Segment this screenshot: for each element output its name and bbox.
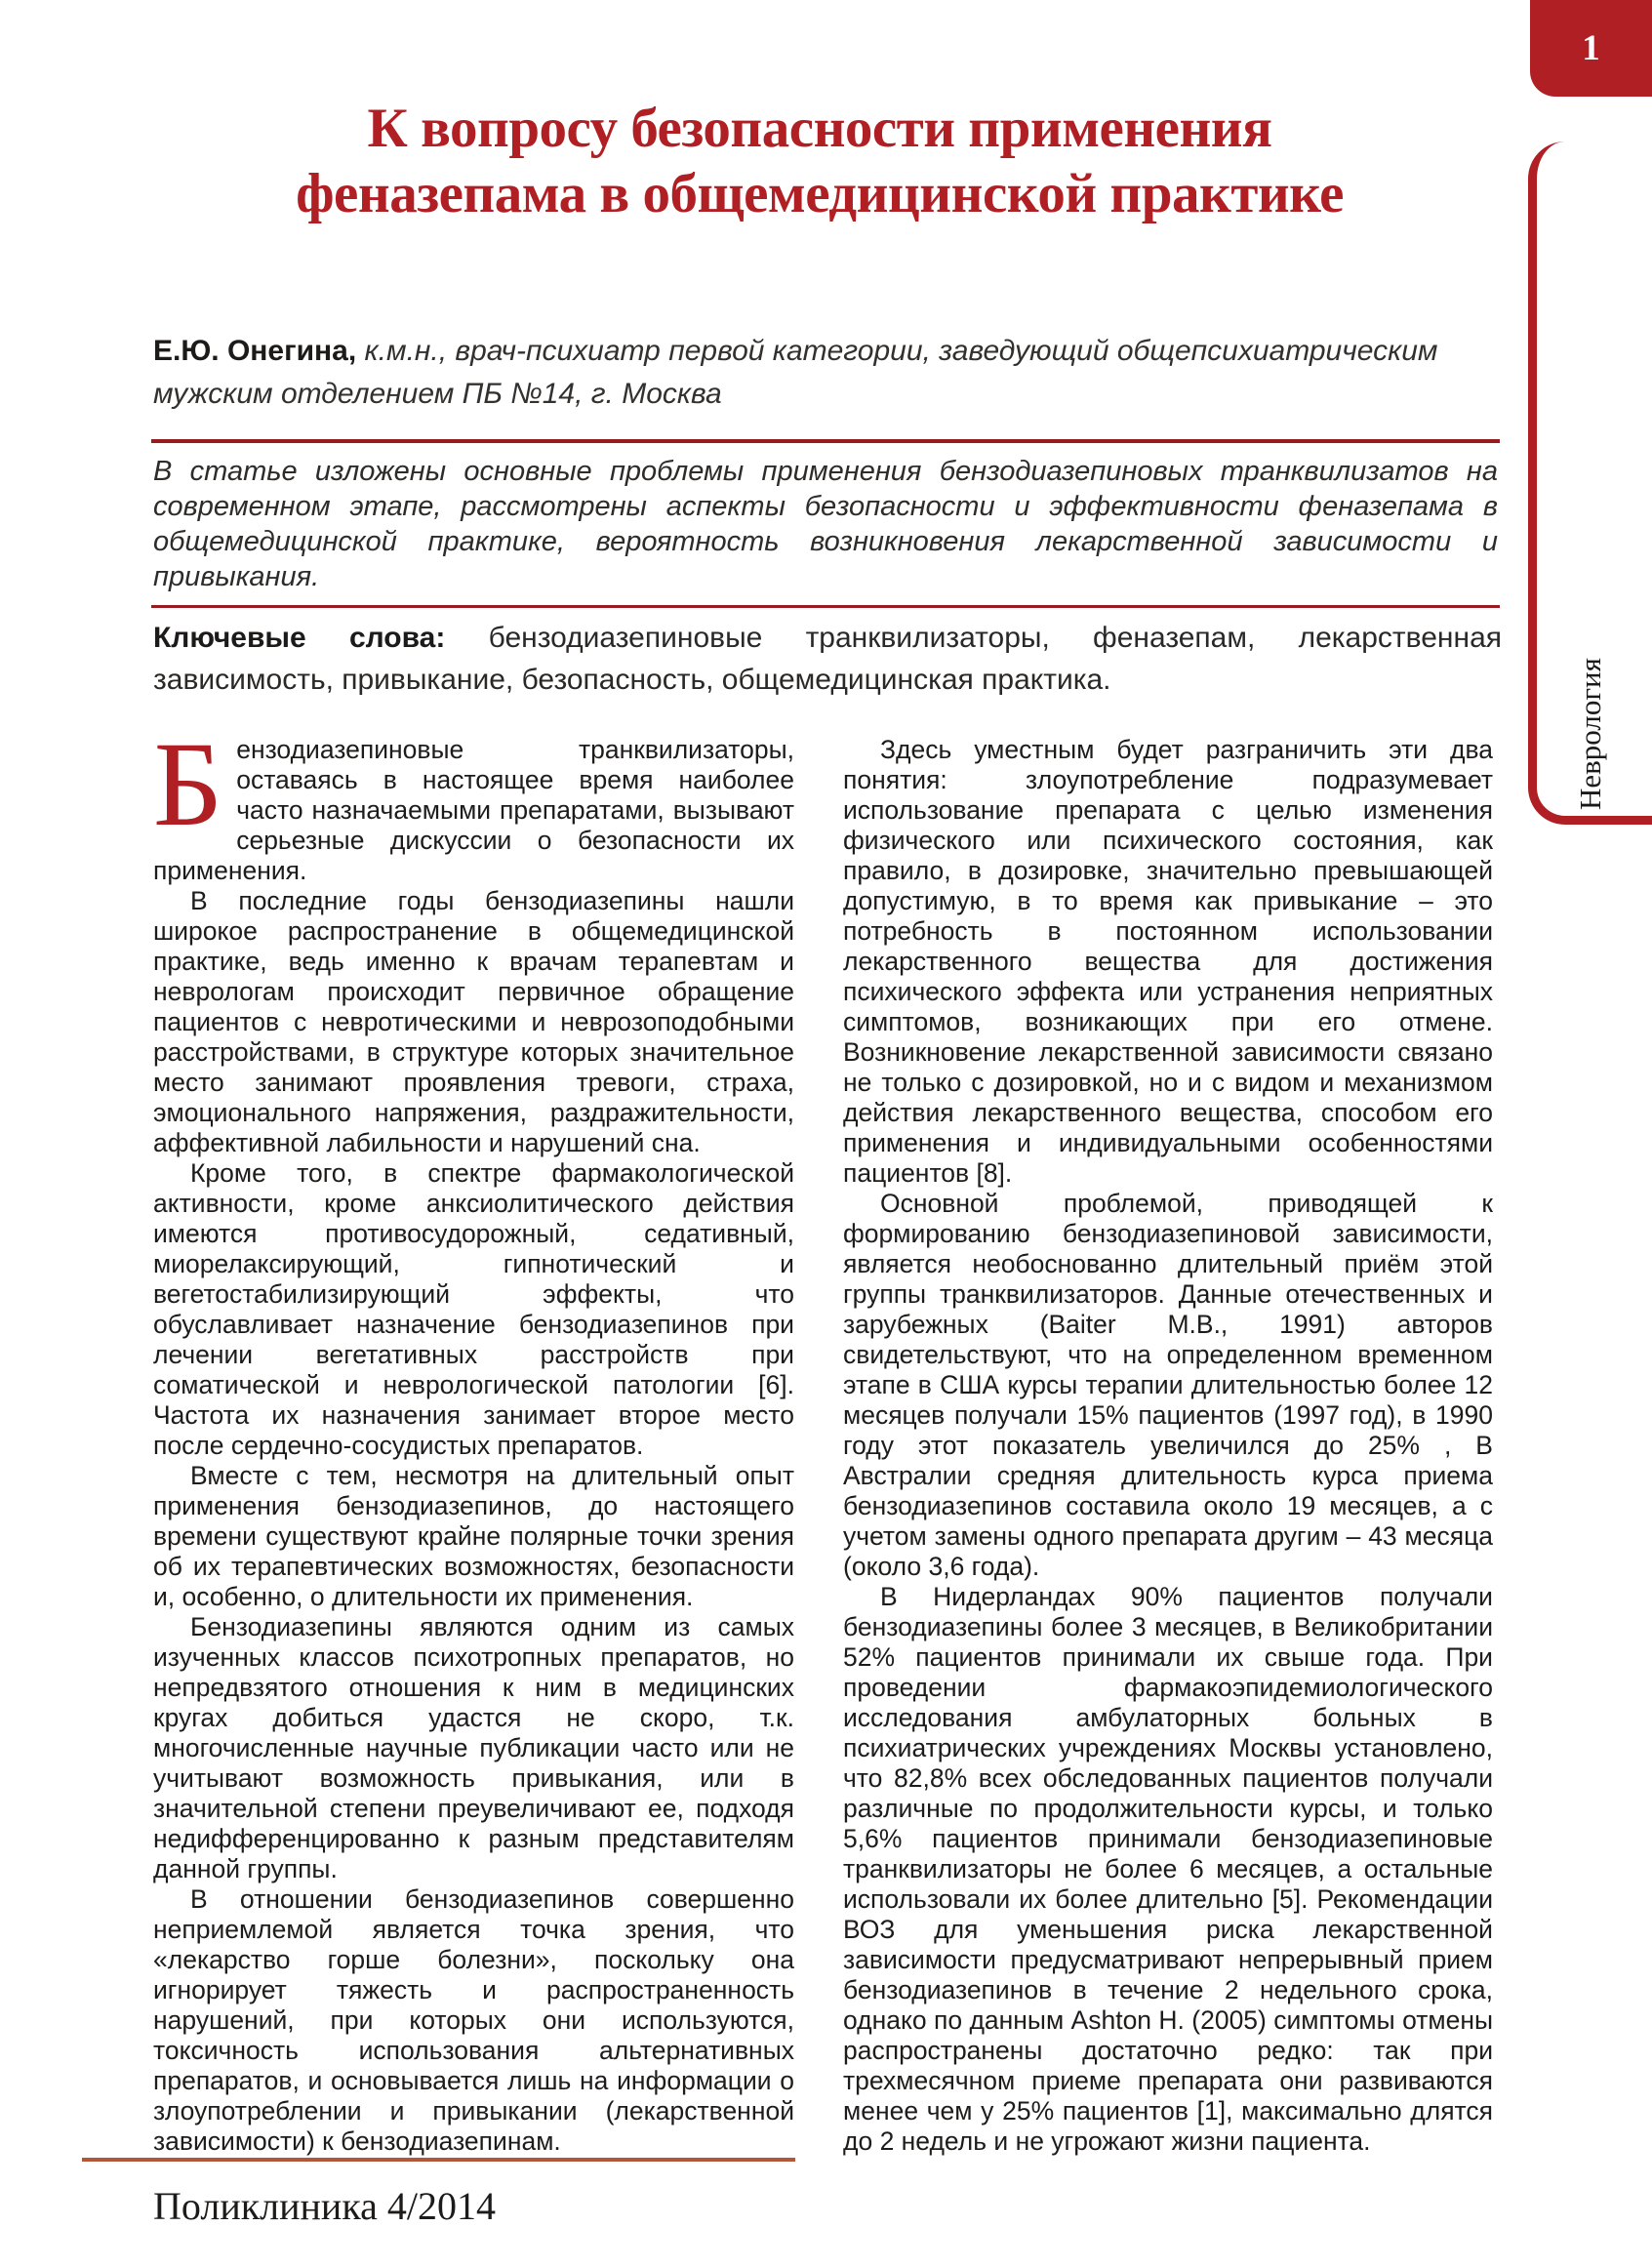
- article-title: [117, 96, 1522, 226]
- dropcap: Б: [153, 717, 223, 851]
- keywords: [153, 617, 1502, 701]
- journal-footer: Поликлиника 4/2014: [153, 2184, 497, 2228]
- abstract-text: В статье изложены основные проблемы применения бензодиазепиновых транквилизатов на современном этапе, рассмотрены аспекты безопасности и эффективности феназепама в общемедицинской практике, вероятность возникновения лекарственной зависимости и привыкания.: [153, 456, 1498, 592]
- abstract-box: [151, 439, 1500, 608]
- keywords-text: бензодиазепиновые транквилизаторы, феназепам, лекарственная зависимость, привыкание, безопасность, общемедицинская практика.: [153, 622, 1502, 696]
- paragraph: В отношении бензодиазепинов совершенно неприемлемой является точка зрения, что «лекарство горше болезни», поскольку она игнорирует тяжесть и распространенность нарушений, при которых они используются, токсичность использования альтернативных препаратов, и основывается лишь на информации о злоупотреблении и привыкании (лекарственной зависимости) к бензодиазепинам.: [153, 1884, 794, 2156]
- left-column: [153, 717, 794, 2157]
- lead-paragraph: [153, 717, 794, 886]
- title-line-1: К вопросу безопасности применения: [367, 98, 1272, 159]
- right-column-paragraphs: [843, 735, 1493, 2157]
- paragraph: Кроме того, в спектре фармакологической активности, кроме анксиолитического действия имеются противосудорожный, седативный, миорелаксирующий, гипнотический и вегетостабилизирующий эффекты, что обуславливает назначение бензодиазепинов при лечении вегетативных расстройств при соматической и неврологической патологии [6]. Частота их назначения занимает второе место после сердечно-сосудистых препаратов.: [153, 1158, 794, 1460]
- paragraph: Здесь уместным будет разграничить эти два понятия: злоупотребление подразумевает использование препарата с целью изменения физического или психического состояния, как правило, в дозировке, значительно превышающей допустимую, в то время как привыкание – это потребность в постоянном использовании лекарственного вещества для достижения психического эффекта или устранения неприятных симптомов, возникающих при его отмене. Возникновение лекарственной зависимости связано не только с дозировкой, но и с видом и механизмом действия лекарственного вещества, способом его применения и индивидуальными особенностями пациентов [8].: [843, 735, 1493, 1188]
- paragraph: Основной проблемой, приводящей к формированию бензодиазепиновой зависимости, является необоснованно длительный приём этой группы транквилизаторов. Данные отечественных и зарубежных (Baiter M.B., 1991) авторов свидетельствуют, что на определенном временном этапе в США курсы терапии длительностью более 12 месяцев получали 15% пациентов (1997 год), в 1990 году этот показатель увеличился до 25% , В Австралии средняя длительность курса приема бензодиазепинов составила около 19 месяцев, а с учетом замены одного препарата другим – 43 месяца (около 3,6 года).: [843, 1189, 1493, 1581]
- left-column-paragraphs: [153, 886, 794, 2157]
- paragraph: В последние годы бензодиазепины нашли широкое распространение в общемедицинской практике, ведь именно к врачам терапевтам и неврологам происходит первичное обращение пациентов с невротическими и неврозоподобными расстройствами, в структуре которых значительное место занимают проявления тревоги, страха, эмоционального напряжения, раздражительности, аффективной лабильности и нарушений сна.: [153, 886, 794, 1157]
- paragraph: Вместе с тем, несмотря на длительный опыт применения бензодиазепинов, до настоящего времени существуют крайне полярные точки зрения об их терапевтических возможностях, безопасности и, особенно, о длительности их применения.: [153, 1461, 794, 1611]
- section-label: Неврология: [1573, 658, 1607, 810]
- author-affiliation: к.м.н., врач-психиатр первой категории, заведующий общепсихиатрическим мужским отделением ПБ №14, г. Москва: [153, 335, 1438, 410]
- page-number: 1: [1582, 28, 1600, 68]
- right-column: [843, 735, 1493, 2157]
- author-name: Е.Ю. Онегина,: [153, 335, 357, 367]
- lead-paragraph-text: ензодиазепиновые транквилизаторы, оставаясь в настоящее время наиболее часто назначаемыми препаратами, вызывают серьезные дискуссии о безопасности их применения.: [153, 735, 794, 885]
- footer-rule: [82, 2158, 795, 2162]
- byline: [153, 330, 1505, 416]
- title-line-2: феназепама в общемедицинской практике: [296, 163, 1344, 224]
- page-number-tab: [1530, 0, 1652, 97]
- paragraph: Бензодиазепины являются одним из самых изученных классов психотропных препаратов, но непредвзятого отношения к ним в медицинских кругах добиться удастся не скоро, т.к. многочисленные научные публикации часто или не учитывают возможность привыкания, или в значительной степени преувеличивают ее, подходя недифференцированно к разным представителям данной группы.: [153, 1612, 794, 1883]
- keywords-label: Ключевые слова:: [153, 622, 446, 654]
- paragraph: В Нидерландах 90% пациентов получали бензодиазепины более 3 месяцев, в Великобритании 52% пациентов принимали их свыше года. При проведении фармакоэпидемиологического исследования амбулаторных больных в психиатрических учреждениях Москвы установлено, что 82,8% всех обследованных пациентов получали различные по продолжительности курсы, и только 5,6% пациентов принимали бензодиазепиновые транквилизаторы не более 6 месяцев, а остальные использовали их более длительно [5]. Рекомендации ВОЗ для уменьшения риска лекарственной зависимости предусматривают непрерывный прием бензодиазепинов в течение 2 недельного срока, однако по данным Ashton H. (2005) симптомы отмены распространены достаточно редко: так при трехмесячном приеме препарата они развиваются менее чем у 25% пациентов [1], максимально длятся до 2 недель и не угрожают жизни пациента.: [843, 1582, 1493, 2156]
